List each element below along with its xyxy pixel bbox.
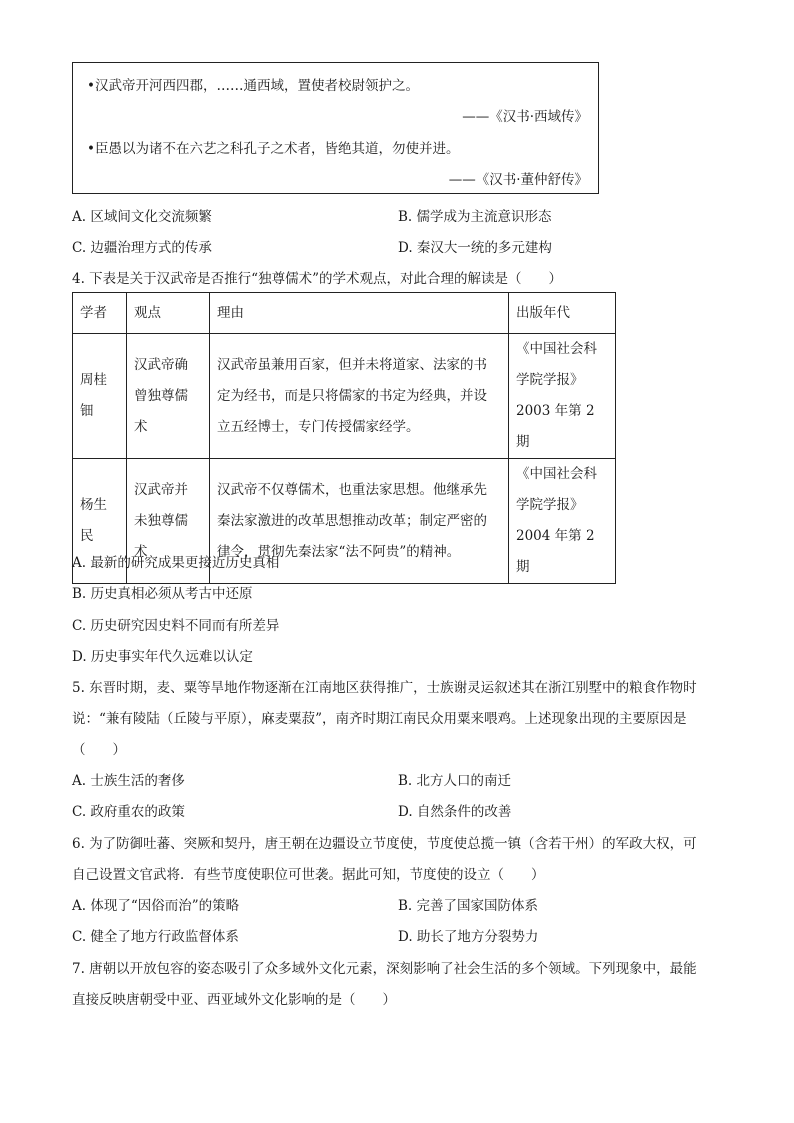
question-7-stem: 7. 唐朝以开放包容的姿态吸引了众多域外文化元素，深刻影响了社会生活的多个领域。下列现象中，最能	[72, 961, 697, 977]
option-b: B. 儒学成为主流意识形态	[398, 209, 552, 225]
option-c: C. 历史研究因史料不同而有所差异	[72, 618, 280, 634]
option-d: D. 历史事实年代久远难以认定	[72, 649, 253, 665]
table-row	[73, 334, 616, 459]
scholar-table	[72, 292, 616, 584]
quote-line: •汉武帝开河西四郡，……通西域，置使者校尉领护之。	[87, 78, 419, 94]
quote-box	[72, 62, 599, 194]
quote-source: ——《汉书·西域传》	[462, 109, 588, 125]
option-a: A. 最新的研究成果更接近历史真相	[72, 555, 280, 571]
option-c: C. 政府重农的政策	[72, 804, 185, 820]
option-a: A. 士族生活的奢侈	[72, 773, 185, 789]
option-c: C. 健全了地方行政监督体系	[72, 929, 239, 945]
option-d: D. 秦汉大一统的多元建构	[398, 240, 552, 256]
question-7-stem: 直接反映唐朝受中亚、西亚域外文化影响的是（ ）	[72, 992, 396, 1008]
option-d: D. 助长了地方分裂势力	[398, 929, 539, 945]
question-6-stem: 自己设置文官武将．有些节度使职位可世袭。据此可知，节度使的设立（ ）	[72, 867, 545, 883]
scholar-cell: 周桂 钿	[73, 334, 127, 459]
scholar-cell: 杨生 民	[73, 459, 127, 584]
view-cell: 汉武帝确 曾独尊儒 术	[127, 334, 210, 459]
option-c: C. 边疆治理方式的传承	[72, 240, 212, 256]
table-header-row	[73, 293, 616, 334]
option-b: B. 历史真相必须从考古中还原	[72, 586, 253, 602]
answer-bracket: （ ）	[72, 742, 126, 758]
publication-cell: 《中国社会科 学院学报》 2004 年第 2 期	[509, 459, 616, 584]
view-cell: 汉武帝并 未独尊儒 术	[127, 459, 210, 584]
table-header: 理由	[210, 293, 509, 334]
table-header: 学者	[73, 293, 127, 334]
quote-line: •臣愚以为诸不在六艺之科孔子之术者，皆绝其道，勿使并进。	[87, 141, 460, 157]
quote-source: ——《汉书·董仲舒传》	[448, 172, 588, 188]
question-5-stem: 5. 东晋时期，麦、粟等旱地作物逐渐在江南地区获得推广，士族谢灵运叙述其在浙江别墅中的粮食作物时	[72, 680, 697, 696]
question-5-stem: 说：“兼有陵陆（丘陵与平原），麻麦粟菽”，南齐时期江南民众用粟来喂鸡。上述现象出现的主要原因是	[72, 711, 687, 727]
table-header: 出版年代	[509, 293, 616, 334]
question-6-stem: 6. 为了防御吐蕃、突厥和契丹，唐王朝在边疆设立节度使，节度使总揽一镇（含若干州）的军政大权，可	[72, 836, 697, 852]
option-d: D. 自然条件的改善	[398, 804, 512, 820]
option-b: B. 完善了国家国防体系	[398, 898, 539, 914]
option-b: B. 北方人口的南迁	[398, 773, 512, 789]
option-a: A. 体现了“因俗而治”的策略	[72, 898, 240, 914]
reason-cell: 汉武帝虽兼用百家，但并未将道家、法家的书 定为经书，而是只将儒家的书定为经典，并设 立五经博士，专门传授儒家经学。	[210, 334, 509, 459]
question-4-stem: 4. 下表是关于汉武帝是否推行“独尊儒术”的学术观点，对此合理的解读是（ ）	[72, 271, 562, 287]
table-header: 观点	[127, 293, 210, 334]
reason-cell: 汉武帝不仅尊儒术，也重法家思想。他继承先 秦法家激进的改革思想推动改革；制定严密的 律令，贯彻先秦法家“法不阿贵”的精神。	[210, 459, 509, 584]
option-a: A. 区域间文化交流频繁	[72, 209, 212, 225]
publication-cell: 《中国社会科 学院学报》 2003 年第 2 期	[509, 334, 616, 459]
